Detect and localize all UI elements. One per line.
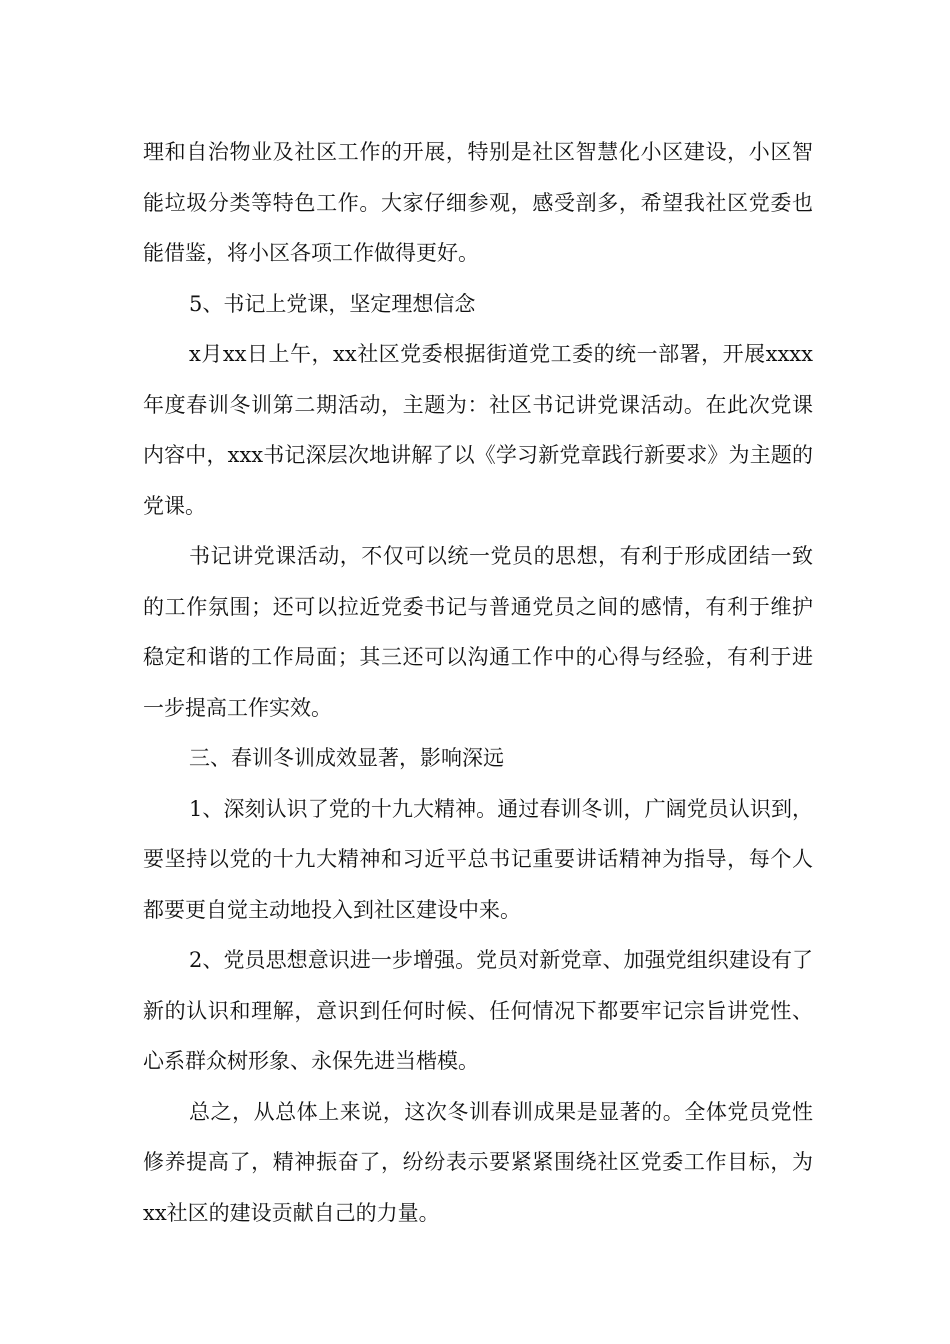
document-body — [143, 127, 813, 1238]
paragraph-item-2: 2、党员思想意识进一步增强。党员对新党章、加强党组织建设有了新的认识和理解，意识到任何时候、任何情况下都要牢记宗旨讲党性、心系群众树形象、永保先进当楷模。 — [143, 948, 813, 1073]
paragraph-continuation: 理和自治物业及社区工作的开展，特别是社区智慧化小区建设，小区智能垃圾分类等特色工作。大家仔细参观，感受剖多，希望我社区党委也能借鉴，将小区各项工作做得更好。 — [143, 140, 813, 265]
section-heading-3: 三、春训冬训成效显著，影响深远 — [189, 746, 504, 770]
section-heading-5: 5、书记上党课，坚定理想信念 — [189, 291, 476, 316]
paragraph-lecture-benefits: 书记讲党课活动，不仅可以统一党员的思想，有利于形成团结一致的工作氛围；还可以拉近党委书记与普通党员之间的感情，有利于维护稳定和谐的工作局面；其三还可以沟通工作中的心得与经验，有利于进一步提高工作实效。 — [143, 544, 813, 720]
paragraph-conclusion: 总之，从总体上来说，这次冬训春训成果是显著的。全体党员党性修养提高了，精神振奋了，纷纷表示要紧紧围绕社区党委工作目标，为xx社区的建设贡献自己的力量。 — [143, 1099, 813, 1225]
paragraph-party-lecture: x月xx日上午，xx社区党委根据街道党工委的统一部署，开展xxxx年度春训冬训第二期活动，主题为：社区书记讲党课活动。在此次党课内容中，xxx书记深层次地讲解了以《学习新党章践行新要求》为主题的党课。 — [143, 342, 813, 518]
paragraph-item-1: 1、深刻认识了党的十九大精神。通过春训冬训，广阔党员认识到，要坚持以党的十九大精神和习近平总书记重要讲话精神为指导，每个人都要更自觉主动地投入到社区建设中来。 — [143, 796, 813, 922]
